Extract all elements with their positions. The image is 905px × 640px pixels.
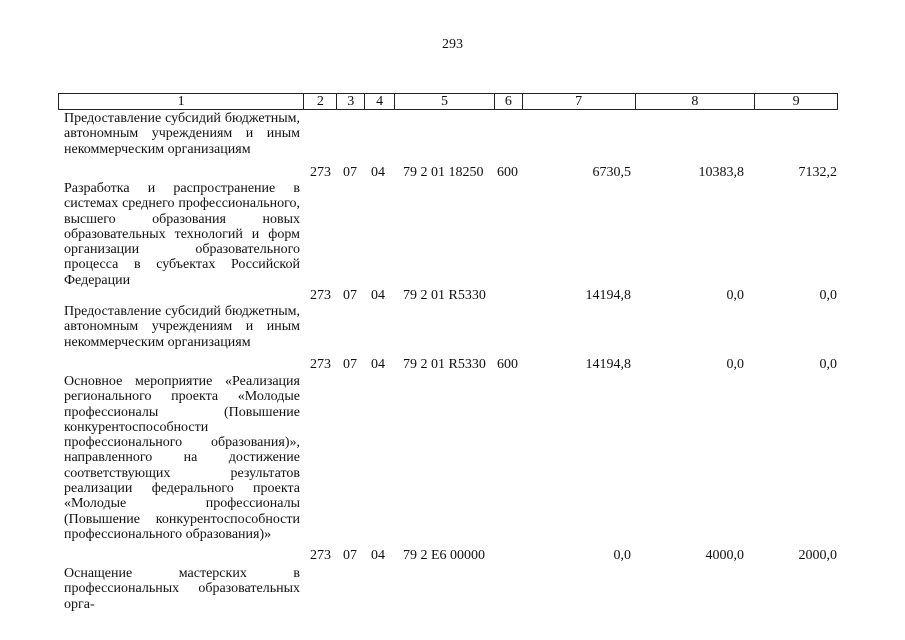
row-amount-3: 2000,0	[798, 548, 837, 563]
row-description: Разработка и распространение в системах среднего профессионального, высшего образования новых образовательных технологий и форм организации образовательного процесса в субъектах Российской Федерации	[64, 181, 300, 288]
row-amount-1: 14194,8	[585, 357, 631, 372]
row-description: Предоставление субсидий бюджетным, автономным учреждениям и иным некоммерческим организациям	[64, 111, 300, 157]
row-rz: 07	[343, 548, 357, 563]
row-pr: 04	[371, 288, 385, 303]
table-header-row	[58, 93, 838, 110]
row-pr: 04	[371, 357, 385, 372]
row-ved: 273	[310, 357, 331, 372]
row-amount-2: 4000,0	[705, 548, 744, 563]
row-description: Основное мероприятие «Реализация регионального проекта «Молодые профессионалы (Повышение конкурентоспособности профессионального образования)», направленного на достижение соответствующих результатов реализации федерального проекта «Молодые профессионалы (Повышение конкурентоспособности профессионального образования)»	[64, 374, 300, 542]
row-amount-1: 14194,8	[585, 288, 631, 303]
row-csr: 79 2 01 18250	[403, 165, 484, 180]
header-cell-4: 4	[364, 94, 394, 109]
header-cell-6: 6	[494, 94, 522, 109]
row-csr: 79 2 01 R5330	[403, 357, 486, 372]
row-csr: 79 2 E6 00000	[403, 548, 486, 563]
row-vr: 600	[497, 165, 518, 180]
header-cell-5: 5	[394, 94, 494, 109]
header-cell-9: 9	[754, 94, 837, 109]
row-amount-2: 0,0	[726, 357, 744, 372]
page-number: 293	[442, 37, 463, 52]
row-ved: 273	[310, 165, 331, 180]
row-amount-1: 0,0	[613, 548, 631, 563]
header-cell-2: 2	[303, 94, 336, 109]
header-cell-3: 3	[336, 94, 364, 109]
row-pr: 04	[371, 548, 385, 563]
header-cell-8: 8	[635, 94, 755, 109]
row-ved: 273	[310, 288, 331, 303]
row-vr: 600	[497, 357, 518, 372]
row-pr: 04	[371, 165, 385, 180]
row-amount-1: 6730,5	[592, 165, 631, 180]
row-description: Оснащение мастерских в профессиональных образовательных орга-	[64, 566, 300, 612]
row-amount-2: 0,0	[726, 288, 744, 303]
row-rz: 07	[343, 165, 357, 180]
row-ved: 273	[310, 548, 331, 563]
header-cell-7: 7	[522, 94, 635, 109]
row-rz: 07	[343, 288, 357, 303]
row-amount-3: 0,0	[819, 357, 837, 372]
header-cell-1: 1	[177, 94, 185, 109]
row-amount-2: 10383,8	[698, 165, 744, 180]
row-csr: 79 2 01 R5330	[403, 288, 486, 303]
row-amount-3: 7132,2	[798, 165, 837, 180]
row-rz: 07	[343, 357, 357, 372]
row-description: Предоставление субсидий бюджетным, автономным учреждениям и иным некоммерческим организациям	[64, 304, 300, 350]
row-amount-3: 0,0	[819, 288, 837, 303]
